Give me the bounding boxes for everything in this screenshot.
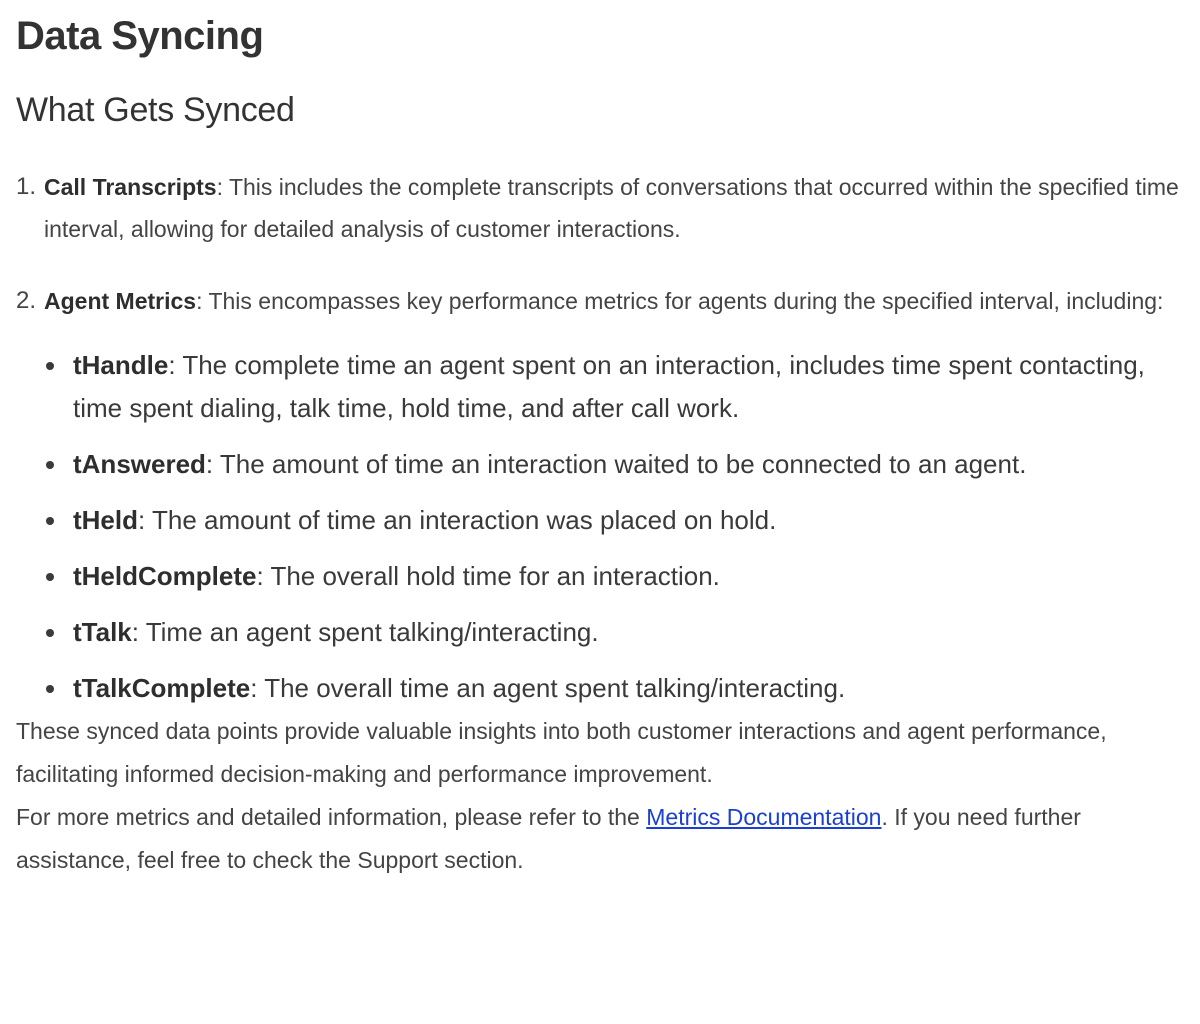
- metric-term: tAnswered: [73, 449, 206, 479]
- item-description: : This encompasses key performance metrics for agents during the specified interval, including:: [196, 288, 1164, 314]
- footer-text-before: For more metrics and detailed information, please refer to the: [16, 804, 647, 830]
- list-item-agent-metrics: [16, 280, 1200, 710]
- item-term: Call Transcripts: [44, 174, 217, 200]
- metric-description: : Time an agent spent talking/interacting.: [131, 617, 599, 647]
- metric-term: tTalkComplete: [73, 673, 251, 703]
- metric-description: : The complete time an agent spent on an interaction, includes time spent contacting, time spent dialing, talk time, hold time, and after call work.: [73, 350, 1145, 423]
- metric-item: [44, 667, 1200, 710]
- list-item-call-transcripts: [16, 166, 1200, 250]
- list-number: 2.: [16, 287, 37, 314]
- footer-text-after: . If you need further assistance, feel free to check the Support section.: [16, 804, 1081, 873]
- metric-item: [44, 555, 1200, 598]
- metric-description: : The overall time an agent spent talking/interacting.: [250, 673, 846, 703]
- section-heading: What Gets Synced: [16, 91, 295, 129]
- metric-term: tTalk: [73, 617, 132, 647]
- metric-item: [44, 499, 1200, 542]
- metric-description: : The amount of time an interaction was placed on hold.: [138, 505, 777, 535]
- metric-item: [44, 443, 1200, 486]
- bullet-icon: [46, 629, 54, 637]
- metrics-documentation-link[interactable]: Metrics Documentation: [646, 804, 882, 830]
- metric-item: [44, 344, 1200, 430]
- synced-items-list: [16, 166, 1200, 710]
- bullet-icon: [46, 517, 54, 525]
- bullet-icon: [46, 461, 54, 469]
- list-number: 1.: [16, 173, 37, 200]
- footer-paragraph: [16, 796, 1200, 882]
- bullet-icon: [46, 362, 54, 370]
- metric-term: tHeldComplete: [73, 561, 257, 591]
- item-term: Agent Metrics: [44, 288, 197, 314]
- metric-description: : The amount of time an interaction waited to be connected to an agent.: [205, 449, 1027, 479]
- metric-term: tHeld: [73, 505, 138, 535]
- metric-term: tHandle: [73, 350, 169, 380]
- bullet-icon: [46, 685, 54, 693]
- page-title: Data Syncing: [16, 14, 264, 58]
- bullet-icon: [46, 573, 54, 581]
- summary-paragraph: These synced data points provide valuable insights into both customer interactions and agent performance, facilitating informed decision-making and performance improvement.: [16, 718, 1107, 787]
- metrics-list: [44, 344, 1200, 710]
- metric-description: : The overall hold time for an interaction.: [256, 561, 720, 591]
- item-description: : This includes the complete transcripts of conversations that occurred within the specified time interval, allowing for detailed analysis of customer interactions.: [44, 174, 1179, 242]
- metric-item: [44, 611, 1200, 654]
